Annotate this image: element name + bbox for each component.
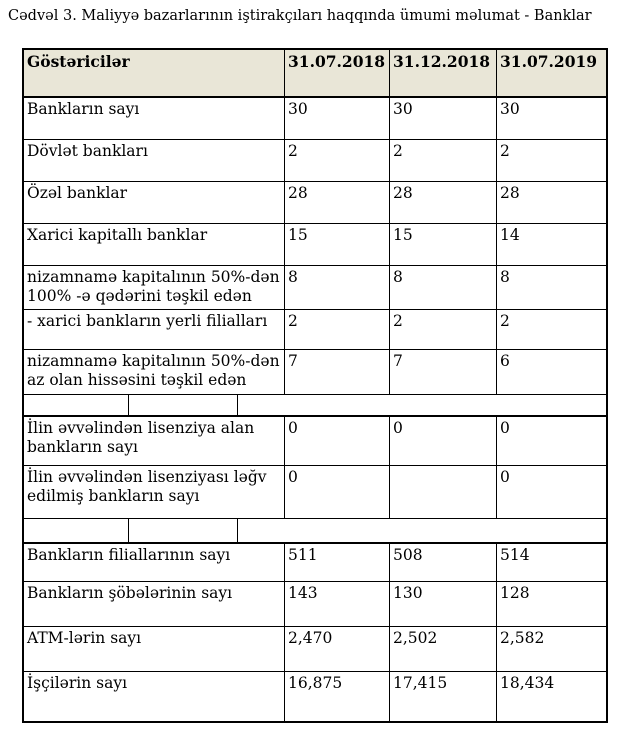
- cell-value: 8: [285, 266, 390, 310]
- row-label: İlin əvvəlindən lisenziyası ləğv edilmiş bankların sayı: [24, 466, 285, 519]
- spacer-row: [24, 395, 606, 417]
- cell-value: 0: [390, 417, 497, 466]
- header-cell-date-1: 31.07.2018: [285, 50, 390, 98]
- table-row: [24, 466, 606, 519]
- table-row: [24, 224, 606, 266]
- row-label: - xarici bankların yerli filialları: [24, 310, 285, 350]
- cell-value: 2: [285, 310, 390, 350]
- cell-value: 28: [285, 182, 390, 224]
- spacer-cell: [238, 395, 606, 417]
- cell-value: 15: [390, 224, 497, 266]
- cell-value: 30: [285, 98, 390, 140]
- table-row: [24, 627, 606, 672]
- header-cell-indicators: Göstəricilər: [24, 50, 285, 98]
- spacer-cell: [129, 519, 238, 544]
- table-row: [24, 98, 606, 140]
- row-label: Dövlət bankları: [24, 140, 285, 182]
- header-cell-date-3: 31.07.2019: [497, 50, 606, 98]
- cell-value: 16,875: [285, 672, 390, 721]
- cell-value: 6: [497, 350, 606, 395]
- table-row: [24, 140, 606, 182]
- cell-value-empty: [390, 466, 497, 519]
- cell-value: 28: [497, 182, 606, 224]
- row-label: İlin əvvəlindən lisenziya alan bankların sayı: [24, 417, 285, 466]
- row-label: nizamnamə kapitalının 50%-dən az olan hissəsini təşkil edən: [24, 350, 285, 395]
- row-label: ATM-lərin sayı: [24, 627, 285, 672]
- table-row: [24, 182, 606, 224]
- cell-value: 2,502: [390, 627, 497, 672]
- cell-value: 7: [285, 350, 390, 395]
- cell-value: 30: [497, 98, 606, 140]
- table-row: [24, 582, 606, 627]
- table-row: [24, 417, 606, 466]
- cell-value: 143: [285, 582, 390, 627]
- table-row: [24, 350, 606, 395]
- cell-value: 2,470: [285, 627, 390, 672]
- cell-value: 15: [285, 224, 390, 266]
- cell-value: 130: [390, 582, 497, 627]
- spacer-cell: [24, 395, 129, 417]
- cell-value: 2,582: [497, 627, 606, 672]
- header-cell-date-2: 31.12.2018: [390, 50, 497, 98]
- banks-table: [22, 48, 608, 723]
- row-label: nizamnamə kapitalının 50%-dən 100% -ə qədərini təşkil edən: [24, 266, 285, 310]
- row-label: Xarici kapitallı banklar: [24, 224, 285, 266]
- cell-value: 128: [497, 582, 606, 627]
- table-caption: Cədvəl 3. Maliyyə bazarlarının iştirakçıları haqqında ümumi məlumat - Banklar: [8, 8, 592, 24]
- cell-value: 2: [285, 140, 390, 182]
- cell-value: 18,434: [500, 674, 555, 692]
- cell-value: 14: [497, 224, 606, 266]
- cell-value: 17,415: [390, 672, 497, 721]
- cell-value: 514: [497, 544, 606, 582]
- spacer-cell: [238, 519, 606, 544]
- cell-value: 0: [285, 417, 390, 466]
- table-header-row: [24, 50, 606, 98]
- cell-value: 511: [285, 544, 390, 582]
- cell-value: 7: [390, 350, 497, 395]
- table-row: [24, 310, 606, 350]
- cell-value: 2: [497, 140, 606, 182]
- cell-value: 30: [390, 98, 497, 140]
- table-row: [24, 672, 606, 721]
- cell-value: 2: [497, 310, 606, 350]
- cell-value: 2: [390, 310, 497, 350]
- cell-value: 0: [497, 466, 606, 519]
- cell-value: 28: [390, 182, 497, 224]
- cell-value: 0: [497, 417, 606, 466]
- row-label: Bankların şöbələrinin sayı: [24, 582, 285, 627]
- table-row: [24, 266, 606, 310]
- spacer-row: [24, 519, 606, 544]
- cell-value: 0: [285, 466, 390, 519]
- cell-value: 8: [390, 266, 497, 310]
- row-label: İşçilərin sayı: [24, 672, 285, 721]
- cell-value: 2: [390, 140, 497, 182]
- row-label: Bankların filiallarının sayı: [24, 544, 285, 582]
- row-label: Özəl banklar: [24, 182, 285, 224]
- table-row: [24, 544, 606, 582]
- cell-value: 8: [497, 266, 606, 310]
- cell-value: 508: [390, 544, 497, 582]
- row-label: Bankların sayı: [24, 98, 285, 140]
- spacer-cell: [129, 395, 238, 417]
- spacer-cell: [24, 519, 129, 544]
